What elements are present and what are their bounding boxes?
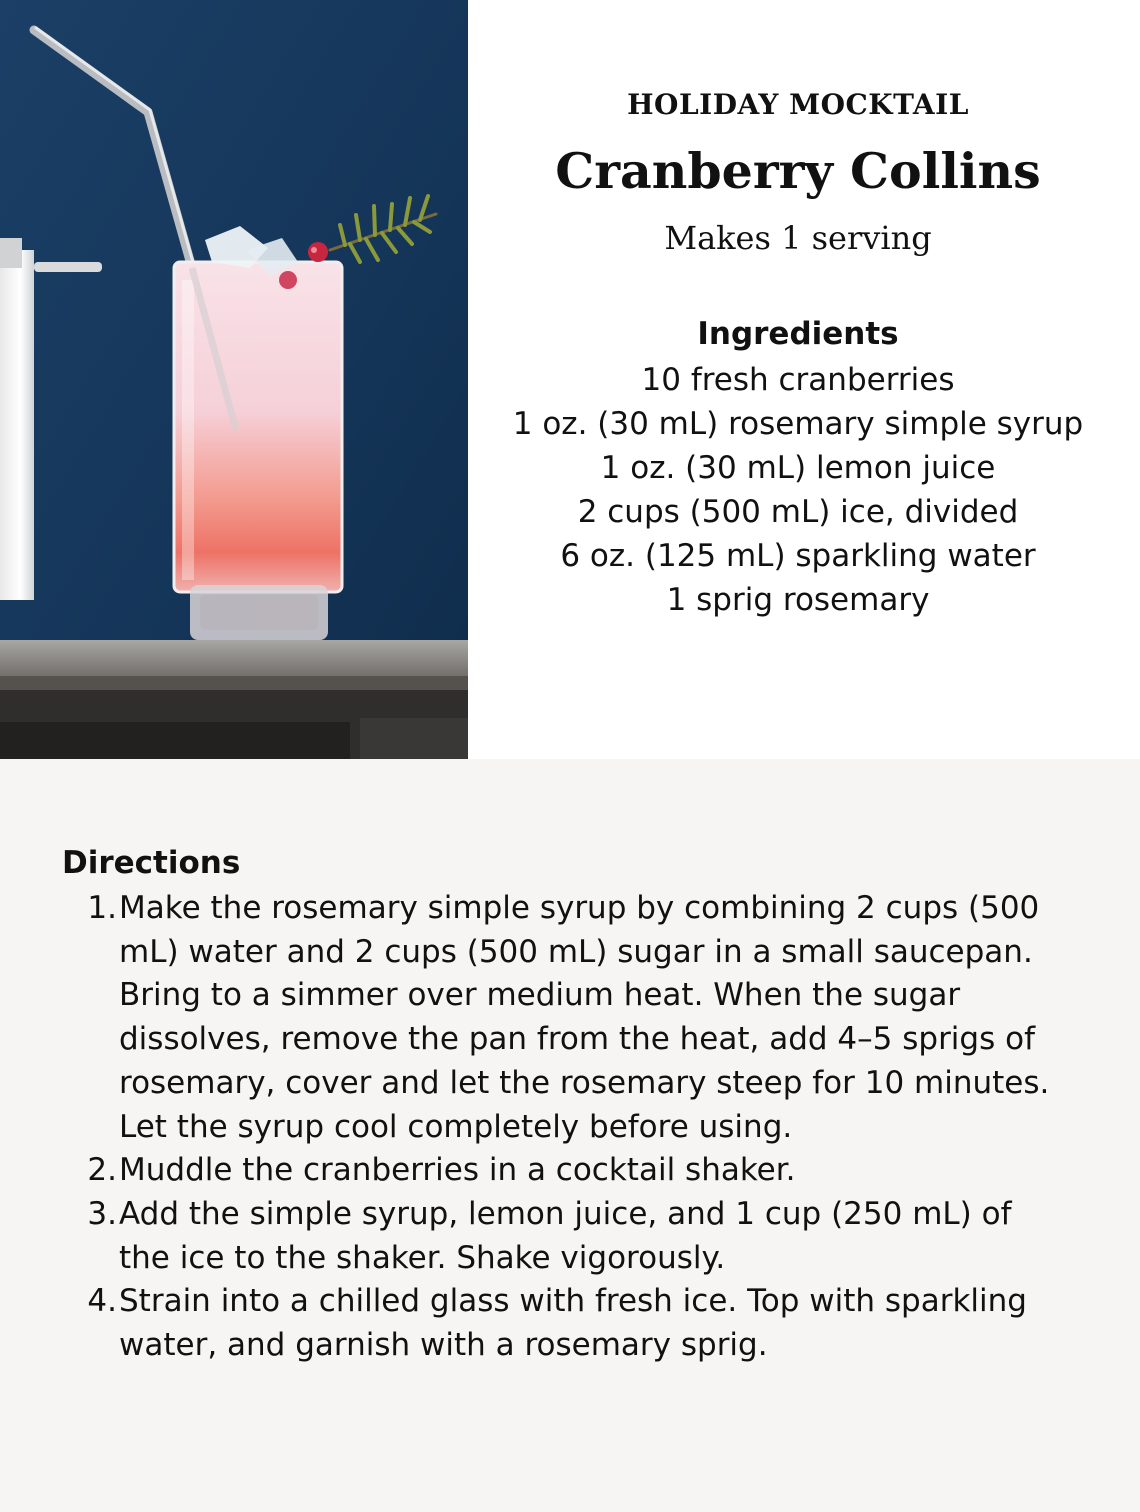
directions-list	[62, 887, 1072, 1368]
ingredient-item: 1 sprig rosemary	[666, 582, 930, 618]
direction-step	[62, 1149, 1072, 1193]
serving-size: Makes 1 serving	[664, 219, 932, 257]
ingredient-item: 1 oz. (30 mL) lemon juice	[600, 450, 996, 486]
counter-top	[0, 640, 468, 680]
ingredient-item: 2 cups (500 mL) ice, divided	[577, 494, 1019, 530]
step-number: 3.	[87, 1195, 117, 1232]
highball-glass	[174, 262, 342, 640]
cocktail-photo	[0, 0, 468, 759]
step-text: Make the rosemary simple syrup by combining 2 cups (500 mL) water and 2 cups (500 mL) sugar in a small saucepan. Bring to a simmer over medium heat. When the sugar dissolves, remove the pan from the heat, add 4–5 sprigs of rosemary, cover and let the rosemary steep for 10 minutes. Let the syrup cool completely before using.	[119, 890, 1050, 1145]
step-number: 1.	[87, 890, 117, 926]
direction-step	[62, 1193, 1072, 1280]
step-text: Strain into a chilled glass with fresh ice. Top with sparkling water, and garnish with a rosemary sprig.	[119, 1283, 1027, 1364]
direction-step	[62, 887, 1072, 1149]
step-number: 4.	[87, 1283, 117, 1320]
recipe-category: HOLIDAY MOCKTAIL	[627, 88, 969, 121]
step-number: 2.	[87, 1152, 117, 1189]
ingredients-heading: Ingredients	[697, 316, 899, 352]
ingredient-item: 10 fresh cranberries	[641, 362, 955, 398]
step-text: Add the simple syrup, lemon juice, and 1 cup (250 mL) of the ice to the shaker. Shake vigorously.	[119, 1195, 1012, 1276]
step-text: Muddle the cranberries in a cocktail shaker.	[119, 1152, 796, 1189]
counter-edge	[0, 676, 468, 690]
ingredients-list	[468, 358, 1128, 622]
directions-heading: Directions	[62, 845, 241, 881]
ingredient-item: 1 oz. (30 mL) rosemary simple syrup	[512, 406, 1084, 442]
cocktail-illustration	[0, 0, 468, 759]
ingredient-item: 6 oz. (125 mL) sparkling water	[560, 538, 1036, 574]
direction-step	[62, 1280, 1072, 1367]
recipe-title: Cranberry Collins	[555, 142, 1041, 200]
